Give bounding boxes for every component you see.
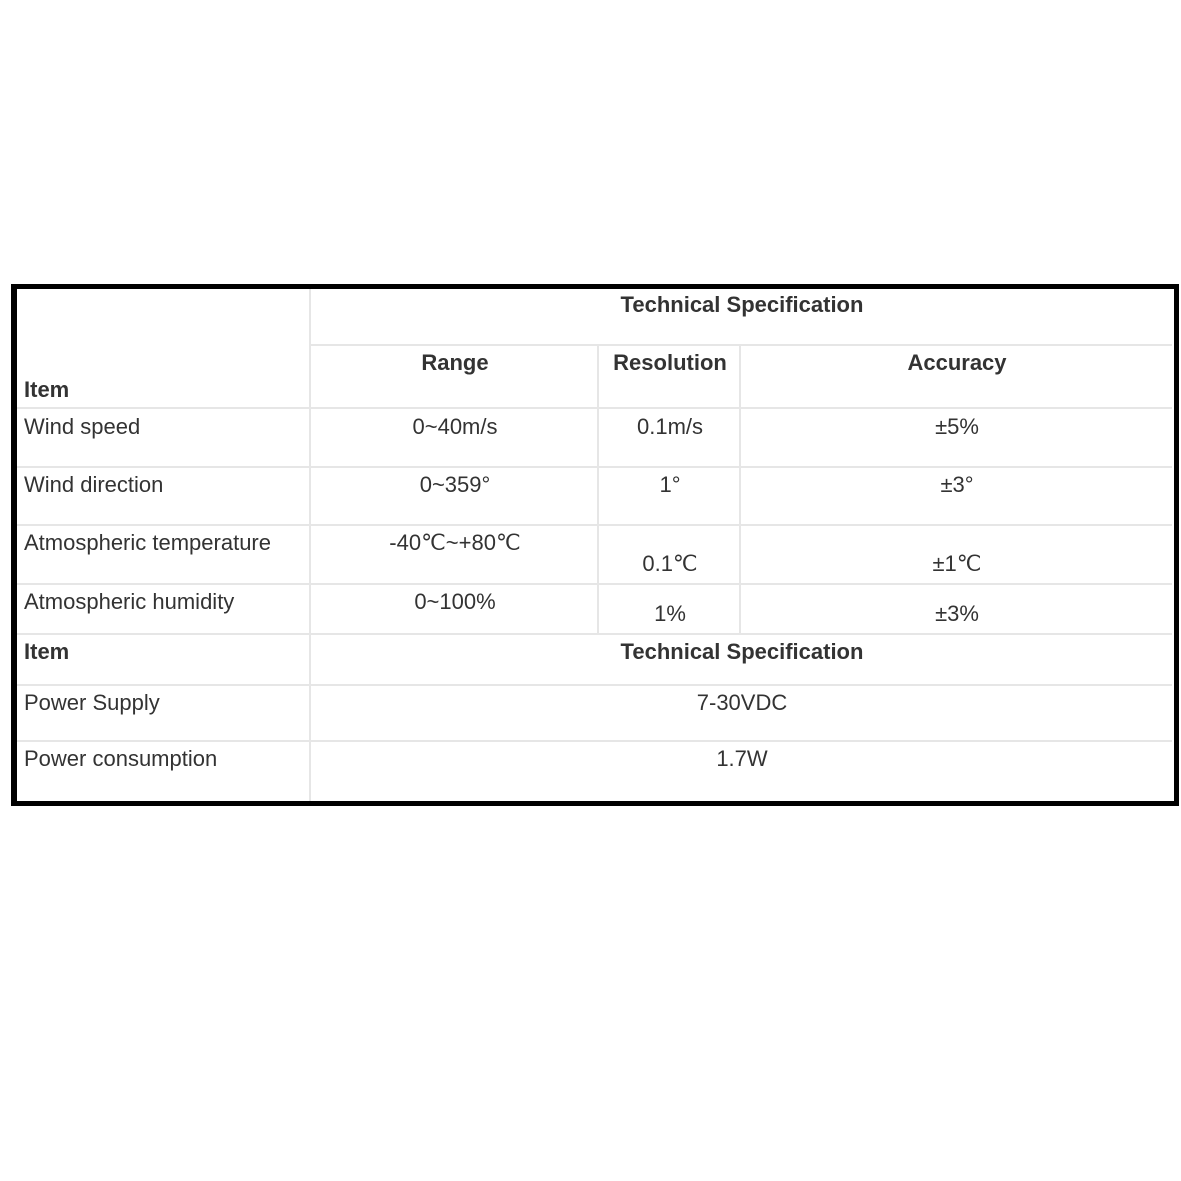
- divider: [597, 345, 599, 634]
- row-resolution: 1%: [654, 601, 686, 626]
- divider: [17, 524, 1172, 526]
- header2-item: Item: [24, 639, 70, 664]
- divider: [17, 583, 1172, 585]
- row-resolution: 0.1℃: [642, 551, 698, 576]
- divider: [17, 740, 1172, 742]
- divider: [311, 344, 1172, 346]
- row-resolution: 0.1m/s: [636, 414, 704, 439]
- divider: [739, 345, 741, 634]
- row-range: 0~40m/s: [412, 414, 498, 439]
- row-resolution: 1°: [659, 472, 681, 497]
- row-accuracy: ±5%: [935, 414, 979, 439]
- row-item: Atmospheric temperature: [24, 530, 271, 555]
- row2-item: Power consumption: [24, 746, 218, 771]
- divider: [17, 633, 1172, 635]
- row2-item: Power Supply: [24, 690, 160, 715]
- row2-spec: 7-30VDC: [696, 690, 788, 715]
- row2-spec: 1.7W: [716, 746, 768, 771]
- row-accuracy: ±3°: [940, 472, 974, 497]
- row-item: Wind speed: [24, 414, 141, 439]
- header-group: Technical Specification: [620, 292, 864, 317]
- row-range: 0~359°: [419, 472, 491, 497]
- row-range: 0~100%: [414, 589, 496, 614]
- header-resolution: Resolution: [613, 350, 727, 375]
- header2-spec: Technical Specification: [620, 639, 864, 664]
- header-item: Item: [24, 377, 70, 402]
- row-accuracy: ±1℃: [932, 551, 982, 576]
- divider: [17, 407, 1172, 409]
- row-item: Atmospheric humidity: [24, 589, 235, 614]
- row-range: -40℃~+80℃: [389, 530, 521, 555]
- header-range: Range: [421, 350, 489, 375]
- row-accuracy: ±3%: [935, 601, 979, 626]
- divider: [309, 289, 311, 801]
- divider: [17, 466, 1172, 468]
- divider: [17, 684, 1172, 686]
- row-item: Wind direction: [24, 472, 164, 497]
- header-accuracy: Accuracy: [907, 350, 1007, 375]
